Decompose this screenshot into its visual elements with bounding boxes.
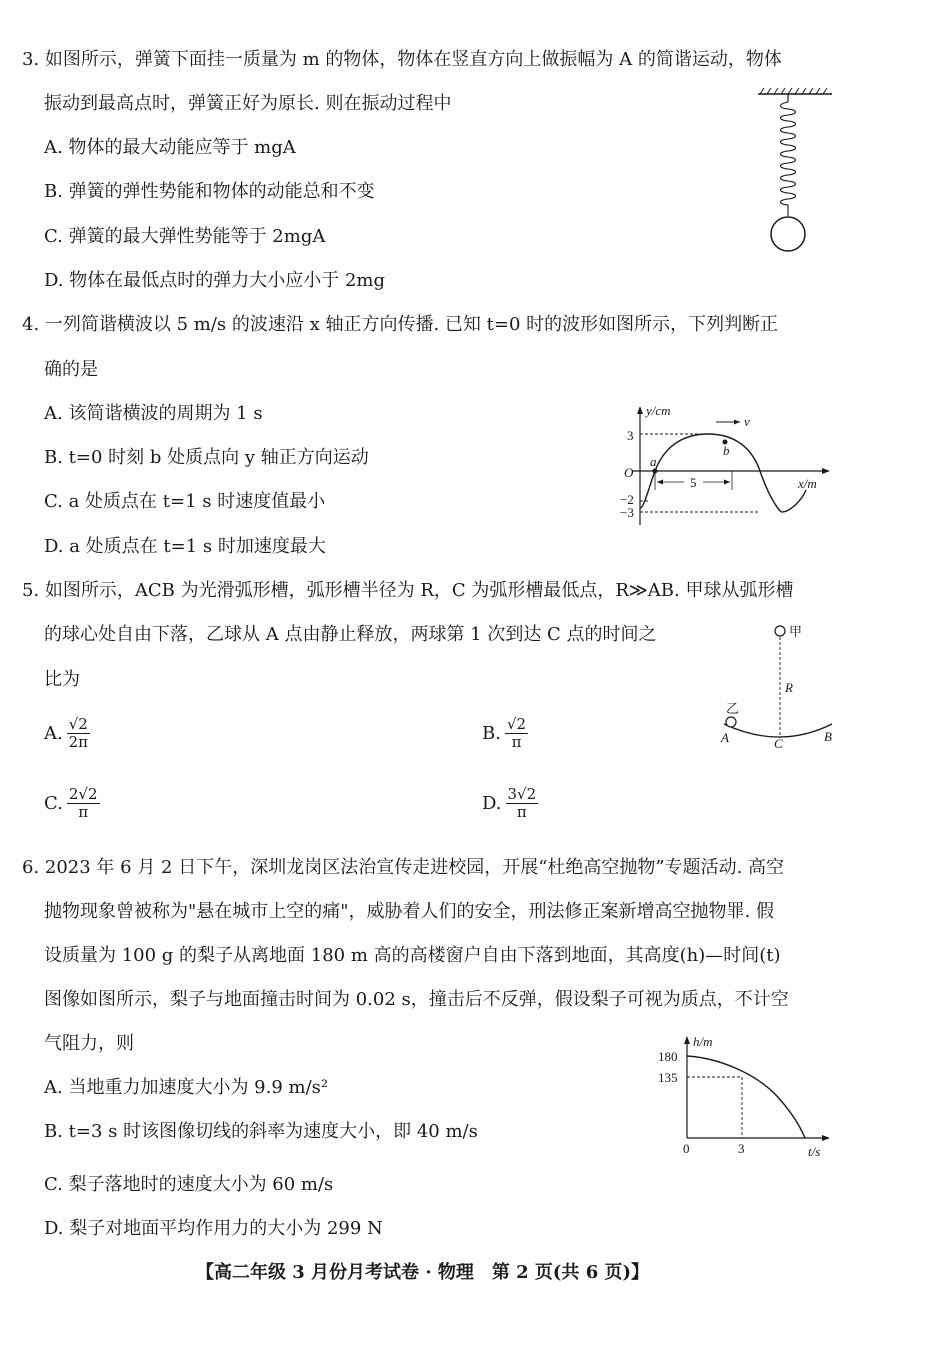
q6-option-d: D. 梨子对地面平均作用力的大小为 299 N — [44, 1218, 383, 1239]
label-B: B — [824, 729, 832, 744]
wave-point-b-label: b — [723, 443, 730, 458]
q4-option-a: A. 该简谐横波的周期为 1 s — [44, 403, 263, 424]
wave-figure — [610, 400, 840, 530]
q6-line5: 气阻力，则 — [44, 1033, 134, 1054]
hanging-ball — [771, 217, 805, 251]
wave-y-label: y/cm — [646, 403, 671, 418]
q6-line2: 抛物现象曾被称为"悬在城市上空的痛"，威胁着人们的安全，刑法修正案新增高空抛物罪. 假 — [44, 901, 774, 922]
wave-tick-m3: −3 — [620, 505, 634, 520]
q3-option-a: A. 物体的最大动能应等于 mgA — [44, 137, 296, 158]
tick-0: 0 — [683, 1141, 690, 1156]
wave-point-a-label: a — [650, 454, 657, 469]
wave-velocity-label: v — [744, 414, 750, 429]
q4-option-d: D. a 处质点在 t=1 s 时加速度最大 — [44, 536, 326, 557]
ceiling-hatch — [760, 88, 827, 94]
ball-yi — [726, 717, 736, 727]
q3-option-b: B. 弹簧的弹性势能和物体的动能总和不变 — [44, 181, 375, 202]
q6-option-b: B. t=3 s 时该图像切线的斜率为速度大小，即 40 m/s — [44, 1121, 478, 1142]
q4-option-c: C. a 处质点在 t=1 s 时速度值最小 — [44, 491, 326, 512]
q5-option-c: C. $\frac{2√2}{\pi}$ — [44, 785, 98, 822]
q5-line3: 比为 — [44, 669, 80, 690]
label-jia: 甲 — [789, 624, 803, 639]
spring-figure — [750, 88, 840, 258]
wave-span-label: 5 — [690, 475, 697, 490]
q3-line1: 3. 如图所示，弹簧下面挂一质量为 m 的物体，物体在竖直方向上做振幅为 A 的简谐运动，物体 — [22, 49, 782, 70]
ball-jia — [775, 626, 785, 636]
label-C: C — [774, 736, 783, 751]
wave-x-label: x/m — [798, 476, 817, 491]
q6-line4: 图像如图所示，梨子与地面撞击时间为 0.02 s，撞击后不反弹，假设梨子可视为质点，不计空 — [44, 989, 789, 1010]
q3-option-c: C. 弹簧的最大弹性势能等于 2mgA — [44, 226, 326, 247]
q4-line1: 4. 一列简谐横波以 5 m/s 的波速沿 x 轴正方向传播. 已知 t=0 时的波形如图所示，下列判断正 — [22, 314, 779, 335]
tick-3: 3 — [738, 1141, 745, 1156]
tick-180: 180 — [658, 1049, 678, 1064]
wave-origin: O — [624, 465, 634, 480]
q4-line2: 确的是 — [44, 359, 98, 380]
label-R: R — [785, 680, 793, 695]
q5-option-d: D. $\frac{3√2}{\pi}$ — [482, 785, 537, 822]
arc-groove-figure — [718, 620, 838, 750]
q3-option-d: D. 物体在最低点时的弹力大小应小于 2mg — [44, 270, 385, 291]
h-axis-label: h/m — [693, 1034, 713, 1049]
page-footer: 【高二年级 3 月份月考试卷 · 物理 第 2 页(共 6 页)】 — [196, 1262, 650, 1283]
q6-line3: 设质量为 100 g 的梨子从离地面 180 m 高的高楼窗户自由下落到地面，其高度(h)—时间(t) — [44, 945, 781, 966]
h-t-curve — [687, 1056, 805, 1138]
wave-tick-3: 3 — [627, 428, 634, 443]
t-axis-label: t/s — [808, 1144, 821, 1159]
q5-option-b: B. $\frac{√2}{\pi}$ — [482, 715, 527, 752]
q5-line2: 的球心处自由下落，乙球从 A 点由静止释放，两球第 1 次到达 C 点的时间之 — [44, 624, 657, 645]
q6-option-c: C. 梨子落地时的速度大小为 60 m/s — [44, 1174, 334, 1195]
label-yi: 乙 — [726, 701, 740, 716]
q4-option-b: B. t=0 时刻 b 处质点向 y 轴正方向运动 — [44, 447, 369, 468]
spring-coil — [781, 102, 796, 216]
q6-line1: 6. 2023 年 6 月 2 日下午，深圳龙岗区法治宣传走进校园，开展“杜绝高空抛物”专题活动. 高空 — [22, 857, 785, 878]
height-time-figure — [650, 1032, 840, 1162]
tick-135: 135 — [658, 1070, 678, 1085]
q5-option-a: A. $\frac{√2}{2\pi}$ — [44, 715, 88, 752]
q6-option-a: A. 当地重力加速度大小为 9.9 m/s² — [44, 1077, 329, 1098]
wave-tick-m2: −2 — [620, 492, 634, 507]
q5-line1: 5. 如图所示，ACB 为光滑弧形槽，弧形槽半径为 R，C 为弧形槽最低点，R≫AB. 甲球从弧形槽 — [22, 580, 794, 601]
q3-line2: 振动到最高点时，弹簧正好为原长. 则在振动过程中 — [44, 93, 452, 114]
label-A: A — [721, 730, 729, 745]
